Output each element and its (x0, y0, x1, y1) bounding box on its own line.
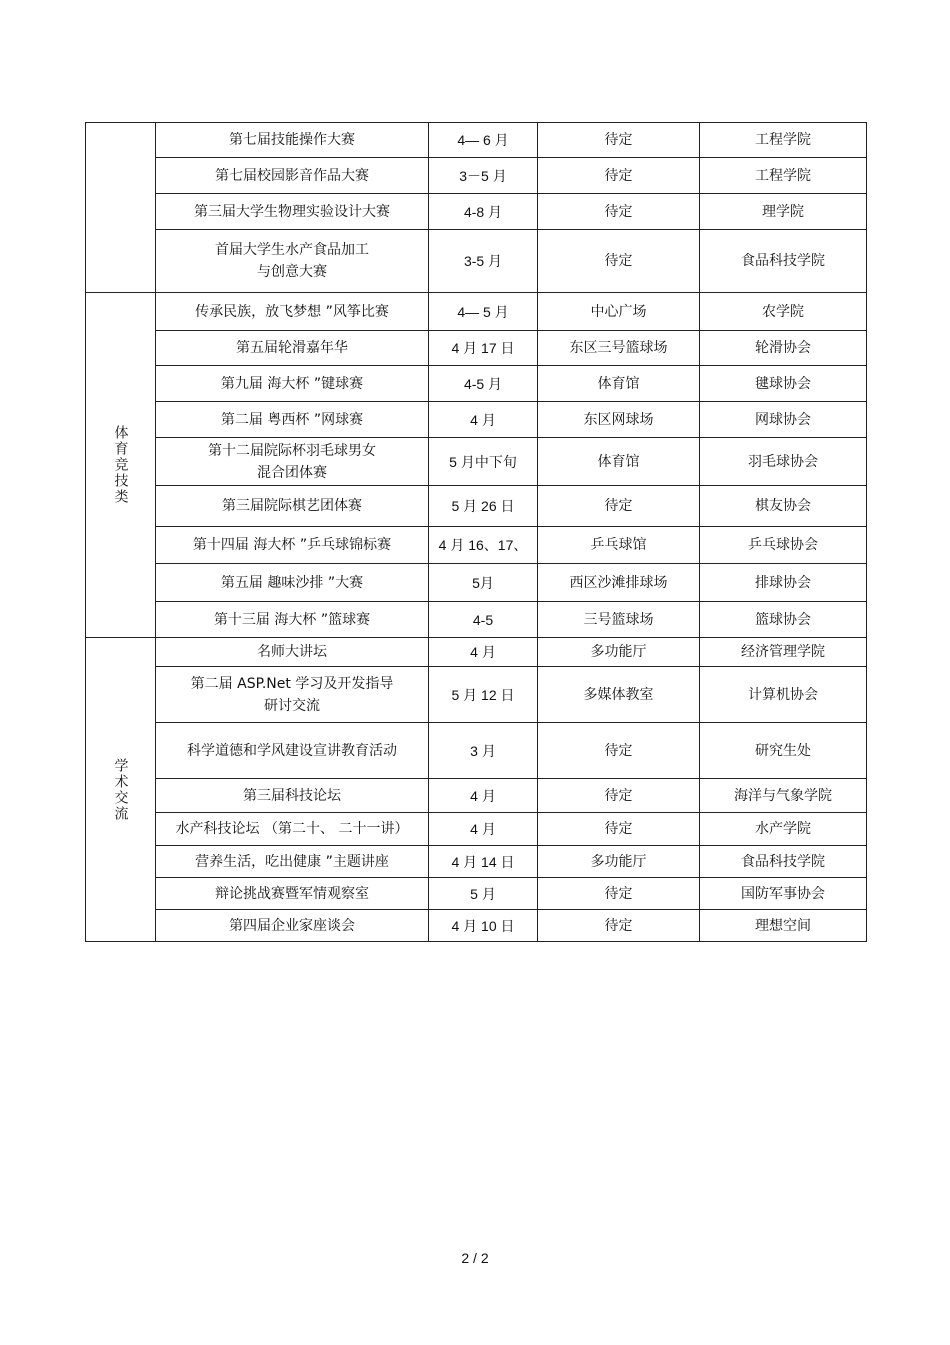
event-place-cell: 三号篮球场 (538, 602, 700, 638)
event-time-cell: 4-5 (429, 602, 538, 638)
event-place-cell: 乒乓球馆 (538, 527, 700, 564)
event-name-cell: 名师大讲坛 (156, 638, 429, 667)
event-time-cell: 3-5 月 (429, 230, 538, 293)
table-row (86, 123, 867, 158)
table-row (86, 158, 867, 194)
event-name-cell: 第九届 海大杯 ”键球赛 (156, 366, 429, 402)
event-organizer-cell: 排球协会 (700, 564, 867, 602)
table-row (86, 230, 867, 293)
event-organizer-cell: 农学院 (700, 293, 867, 331)
event-time-cell: 4— 5 月 (429, 293, 538, 331)
event-time-cell: 5 月中下旬 (429, 438, 538, 486)
table-row (86, 438, 867, 486)
event-organizer-cell: 工程学院 (700, 158, 867, 194)
event-time-cell: 4-5 月 (429, 366, 538, 402)
event-name-cell: 第五届 趣味沙排 ”大赛 (156, 564, 429, 602)
event-name-cell: 第十三届 海大杯 ”篮球赛 (156, 602, 429, 638)
table-row (86, 194, 867, 230)
event-organizer-cell: 网球协会 (700, 402, 867, 438)
event-time-cell: 5月 (429, 564, 538, 602)
event-time-cell: 4 月 (429, 813, 538, 846)
event-time-cell: 4 月 16、17、 (429, 527, 538, 564)
event-place-cell: 待定 (538, 779, 700, 813)
table-row (86, 638, 867, 667)
event-organizer-cell: 理学院 (700, 194, 867, 230)
event-place-cell: 体育馆 (538, 366, 700, 402)
event-name-cell: 第三届院际棋艺团体赛 (156, 486, 429, 527)
event-time-cell: 4 月 17 日 (429, 331, 538, 366)
event-time-cell: 4 月 (429, 638, 538, 667)
event-place-cell: 东区三号篮球场 (538, 331, 700, 366)
table-row (86, 527, 867, 564)
event-organizer-cell: 乒乓球协会 (700, 527, 867, 564)
event-organizer-cell: 食品科技学院 (700, 230, 867, 293)
table-row (86, 293, 867, 331)
event-time-cell: 4 月 (429, 779, 538, 813)
table-row (86, 402, 867, 438)
table-row (86, 723, 867, 779)
table-body (86, 123, 867, 942)
event-name-cell: 第五届轮滑嘉年华 (156, 331, 429, 366)
event-organizer-cell: 毽球协会 (700, 366, 867, 402)
category-cell: 体育竞技类 (86, 293, 156, 638)
event-organizer-cell: 研究生处 (700, 723, 867, 779)
event-organizer-cell: 水产学院 (700, 813, 867, 846)
event-organizer-cell: 理想空间 (700, 910, 867, 942)
event-time-cell: 4 月 14 日 (429, 846, 538, 878)
event-name-cell: 辩论挑战赛暨军情观察室 (156, 878, 429, 910)
event-name-cell: 第二届 粤西杯 ”网球赛 (156, 402, 429, 438)
table-row (86, 667, 867, 723)
event-time-cell: 5 月 12 日 (429, 667, 538, 723)
category-cell (86, 123, 156, 293)
event-organizer-cell: 海洋与气象学院 (700, 779, 867, 813)
event-name-cell: 第三届科技论坛 (156, 779, 429, 813)
event-place-cell: 体育馆 (538, 438, 700, 486)
table-row (86, 813, 867, 846)
table-row (86, 878, 867, 910)
event-name-cell: 水产科技论坛 （第二十、 二十一讲） (156, 813, 429, 846)
event-place-cell: 待定 (538, 158, 700, 194)
table-row (86, 486, 867, 527)
table-row (86, 564, 867, 602)
event-organizer-cell: 羽毛球协会 (700, 438, 867, 486)
event-place-cell: 东区网球场 (538, 402, 700, 438)
table-row (86, 846, 867, 878)
event-place-cell: 待定 (538, 723, 700, 779)
page-number: 2 / 2 (461, 1250, 489, 1266)
table-row (86, 910, 867, 942)
event-place-cell: 待定 (538, 486, 700, 527)
table-row (86, 331, 867, 366)
event-place-cell: 多功能厅 (538, 846, 700, 878)
event-name-cell: 第四届企业家座谈会 (156, 910, 429, 942)
event-name-cell: 首届大学生水产食品加工 与创意大赛 (156, 230, 429, 293)
event-time-cell: 4 月 10 日 (429, 910, 538, 942)
event-name-cell: 第十二届院际杯羽毛球男女 混合团体赛 (156, 438, 429, 486)
event-schedule-table (85, 122, 867, 942)
event-organizer-cell: 食品科技学院 (700, 846, 867, 878)
event-time-cell: 5 月 26 日 (429, 486, 538, 527)
table-row (86, 779, 867, 813)
event-time-cell: 4-8 月 (429, 194, 538, 230)
event-name-cell: 第十四届 海大杯 ”乒乓球锦标赛 (156, 527, 429, 564)
category-cell: 学术交流 (86, 638, 156, 942)
event-place-cell: 中心广场 (538, 293, 700, 331)
event-name-cell: 第七届技能操作大赛 (156, 123, 429, 158)
event-place-cell: 待定 (538, 878, 700, 910)
event-organizer-cell: 篮球协会 (700, 602, 867, 638)
event-organizer-cell: 工程学院 (700, 123, 867, 158)
event-place-cell: 待定 (538, 230, 700, 293)
event-organizer-cell: 国防军事协会 (700, 878, 867, 910)
event-place-cell: 待定 (538, 910, 700, 942)
event-name-cell: 第二届 ASP.Net 学习及开发指导 研讨交流 (156, 667, 429, 723)
event-organizer-cell: 棋友协会 (700, 486, 867, 527)
event-name-cell: 科学道德和学风建设宣讲教育活动 (156, 723, 429, 779)
event-organizer-cell: 经济管理学院 (700, 638, 867, 667)
event-name-cell: 第三届大学生物理实验设计大赛 (156, 194, 429, 230)
event-place-cell: 待定 (538, 813, 700, 846)
table-row (86, 366, 867, 402)
event-name-cell: 传承民族，放飞梦想 ”风筝比赛 (156, 293, 429, 331)
event-time-cell: 3－5 月 (429, 158, 538, 194)
event-name-cell: 第七届校园影音作品大赛 (156, 158, 429, 194)
event-place-cell: 待定 (538, 123, 700, 158)
event-organizer-cell: 轮滑协会 (700, 331, 867, 366)
event-time-cell: 4 月 (429, 402, 538, 438)
event-place-cell: 西区沙滩排球场 (538, 564, 700, 602)
event-place-cell: 多媒体教室 (538, 667, 700, 723)
event-time-cell: 3 月 (429, 723, 538, 779)
event-time-cell: 4— 6 月 (429, 123, 538, 158)
event-place-cell: 待定 (538, 194, 700, 230)
event-name-cell: 营养生活，吃出健康 ”主题讲座 (156, 846, 429, 878)
table-row (86, 602, 867, 638)
event-organizer-cell: 计算机协会 (700, 667, 867, 723)
event-place-cell: 多功能厅 (538, 638, 700, 667)
event-time-cell: 5 月 (429, 878, 538, 910)
